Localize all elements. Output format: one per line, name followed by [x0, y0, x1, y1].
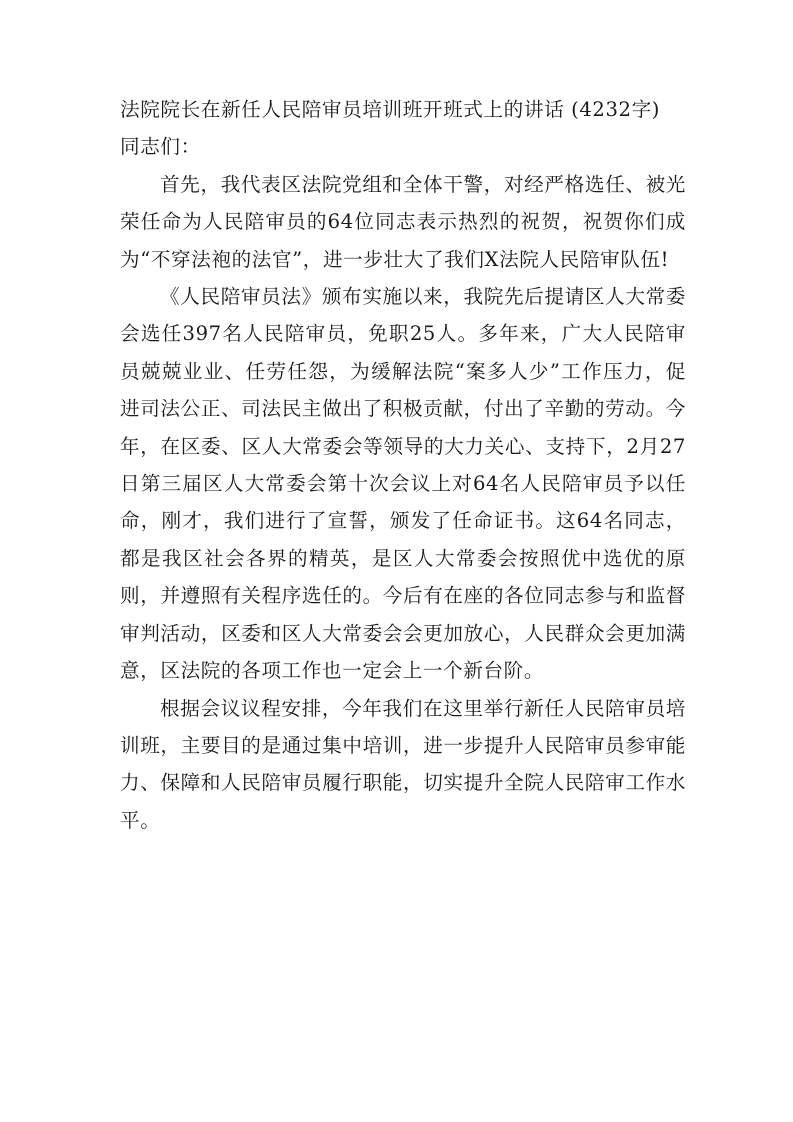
paragraph-congratulations: 首先，我代表区法院党组和全体干警，对经严格选任、被光荣任命为人民陪审员的64位同志表示热烈的祝贺，祝贺你们成为“不穿法袍的法官”，进一步壮大了我们X法院人民陪审队伍! [120, 172, 686, 271]
salutation: 同志们： [120, 135, 201, 159]
paragraph-background: 《人民陪审员法》颁布实施以来，我院先后提请区人大常委会选任397名人民陪审员，免职25人。多年来，广大人民陪审员兢兢业业、任劳任怨，为缓解法院“案多人少”工作压力，促进司法公正、司法民主做出了积极贡献，付出了辛勤的劳动。今年，在区委、区人大常委会等领导的大力关心、支持下，2月27日第三届区人大常委会第十次会议上对64名人民陪审员予以任命，刚才，我们进行了宣誓，颁发了任命证书。这64名同志，都是我区社会各界的精英，是区人大常委会按照优中选优的原则，并遵照有关程序选任的。今后有在座的各位同志参与和监督审判活动，区委和区人大常委会会更加放心，人民群众会更加满意，区法院的各项工作也一定会上一个新台阶。 [120, 285, 686, 683]
document-title: 法院院长在新任人民陪审员培训班开班式上的讲话 (4232字) [120, 98, 661, 121]
document-body [120, 91, 686, 839]
paragraph-training-purpose: 根据会议议程安排，今年我们在这里举行新任人民陪审员培训班，主要目的是通过集中培训，进一步提升人民陪审员参审能力、保障和人民陪审员履行职能，切实提升全院人民陪审工作水平。 [120, 696, 686, 832]
